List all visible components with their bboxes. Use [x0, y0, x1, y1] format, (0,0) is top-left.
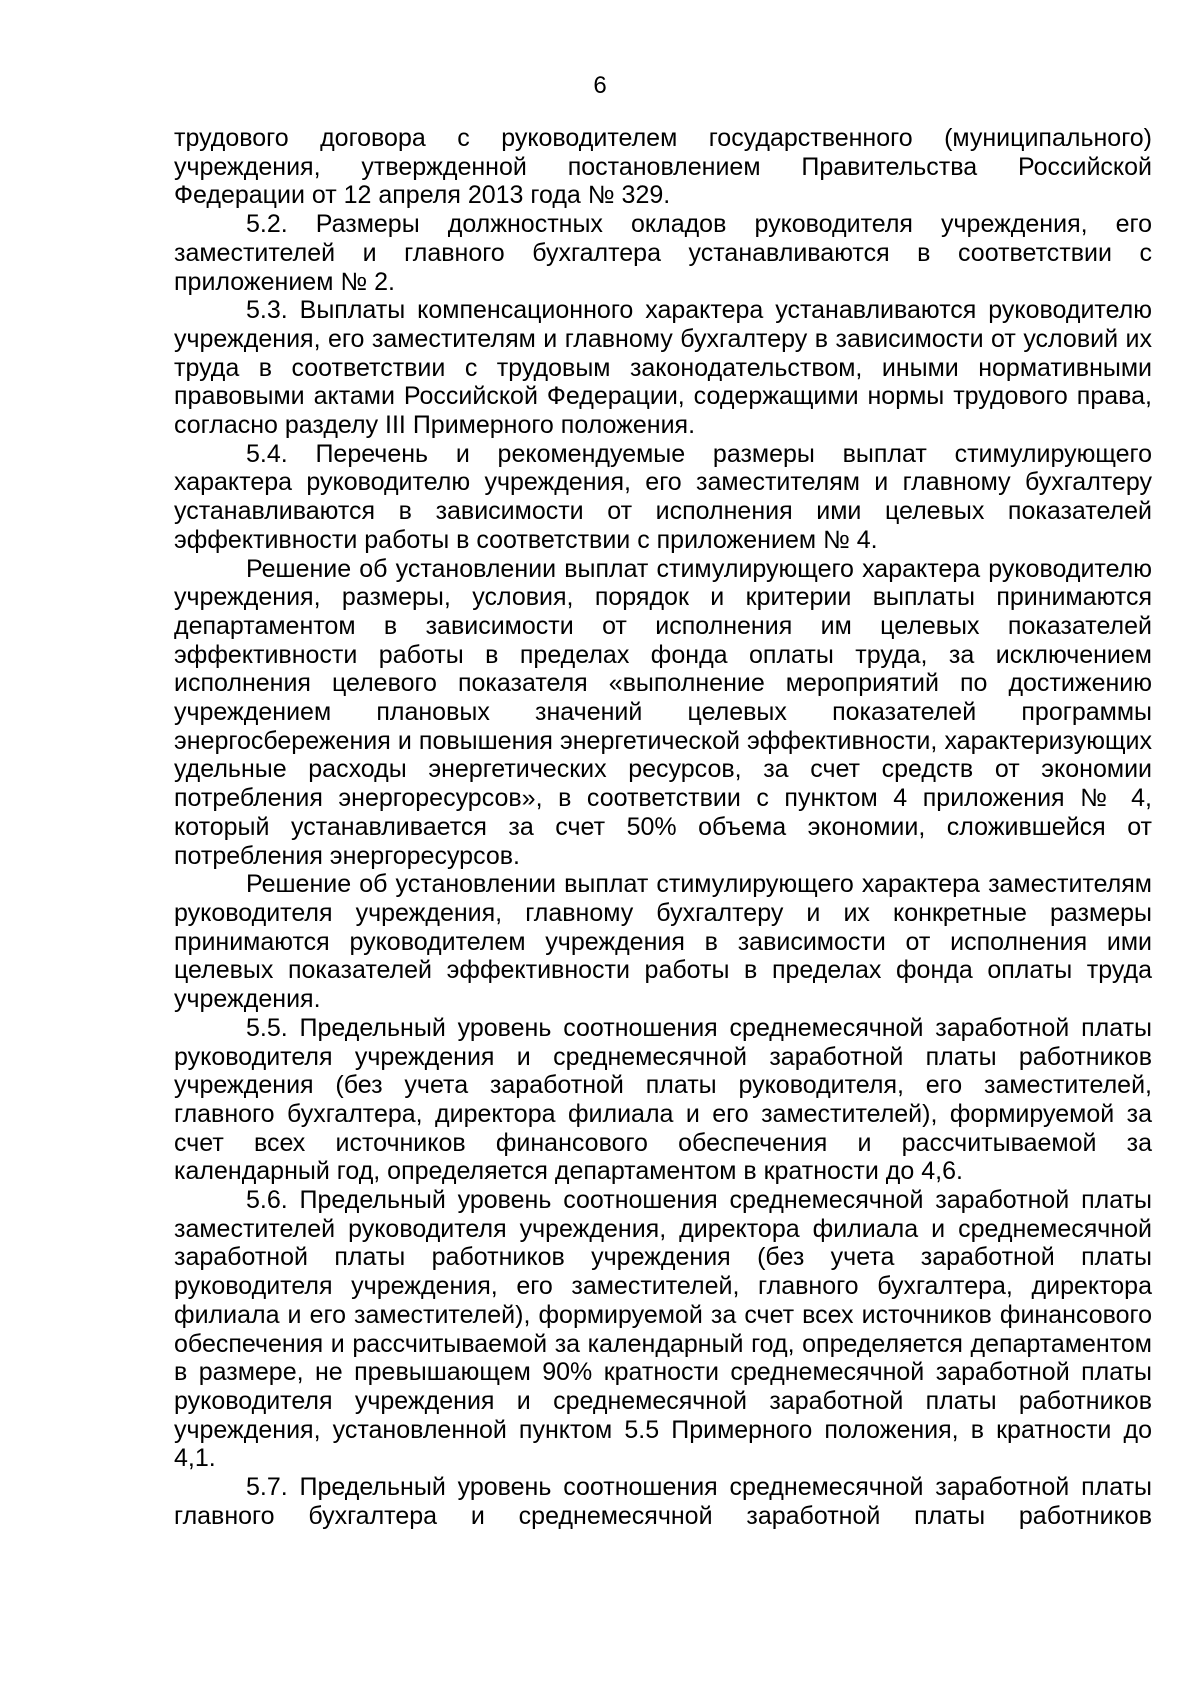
paragraph-5-7: 5.7. Предельный уровень соотношения среднемесячной заработной платы главного бухгалтера и среднемесячной заработной платы работников [174, 1473, 1152, 1530]
paragraph-5-2: 5.2. Размеры должностных окладов руководителя учреждения, его заместителей и главного бухгалтера устанавливаются в соответствии с приложением № 2. [174, 210, 1152, 296]
paragraph-5-5: 5.5. Предельный уровень соотношения среднемесячной заработной платы руководителя учреждения и среднемесячной заработной платы работников учреждения (без учета заработной платы руководителя, его заместителей, главного бухгалтера, директора филиала и его заместителей), формируемой за счет всех источников финансового обеспечения и рассчитываемой за календарный год, определяется департаментом в кратности до 4,6. [174, 1013, 1152, 1186]
paragraph-5-4: 5.4. Перечень и рекомендуемые размеры выплат стимулирующего характера руководителю учреждения, его заместителям и главному бухгалтеру устанавливаются в зависимости от исполнения ими целевых показателей эффективности работы в соответствии с приложением № 4. [174, 439, 1152, 554]
paragraph-decision-deputies: Решение об установлении выплат стимулирующего характера заместителям руководителя учреждения, главному бухгалтеру и их конкретные размеры принимаются руководителем учреждения в зависимости от исполнения ими целевых показателей эффективности работы в пределах фонда оплаты труда учреждения. [174, 870, 1152, 1014]
paragraph-5-6: 5.6. Предельный уровень соотношения среднемесячной заработной платы заместителей руководителя учреждения, директора филиала и среднемесячной заработной платы работников учреждения (без учета заработной платы руководителя учреждения, его заместителей, главного бухгалтера, директора филиала и его заместителей), формируемой за счет всех источников финансового обеспечения и рассчитываемой за календарный год, определяется департаментом в размере, не превышающем 90% кратности среднемесячной заработной платы руководителя учреждения и среднемесячной заработной платы работников учреждения, установленной пунктом 5.5 Примерного положения, в кратности до 4,1. [174, 1186, 1152, 1473]
document-body [174, 124, 1152, 1530]
paragraph-decision-head: Решение об установлении выплат стимулирующего характера руководителю учреждения, размеры, условия, порядок и критерии выплаты принимаются департаментом в зависимости от исполнения им целевых показателей эффективности работы в пределах фонда оплаты труда, за исключением исполнения целевого показателя «выполнение мероприятий по достижению учреждением плановых значений целевых показателей программы энергосбережения и повышения энергетической эффективности, характеризующих удельные расходы энергетических ресурсов, за счет средств от экономии потребления энергоресурсов», в соответствии с пунктом 4 приложения № 4, который устанавливается за счет 50% объема экономии, сложившейся от потребления энергоресурсов. [174, 554, 1152, 870]
paragraph-5-3: 5.3. Выплаты компенсационного характера устанавливаются руководителю учреждения, его заместителям и главному бухгалтеру в зависимости от условий их труда в соответствии с трудовым законодательством, иными нормативными правовыми актами Российской Федерации, содержащими нормы трудового права, согласно разделу III Примерного положения. [174, 296, 1152, 440]
page-number: 6 [593, 72, 607, 99]
paragraph-continuation: трудового договора с руководителем государственного (муниципального) учреждения, утвержденной постановлением Правительства Российской Федерации от 12 апреля 2013 года № 329. [174, 124, 1152, 210]
